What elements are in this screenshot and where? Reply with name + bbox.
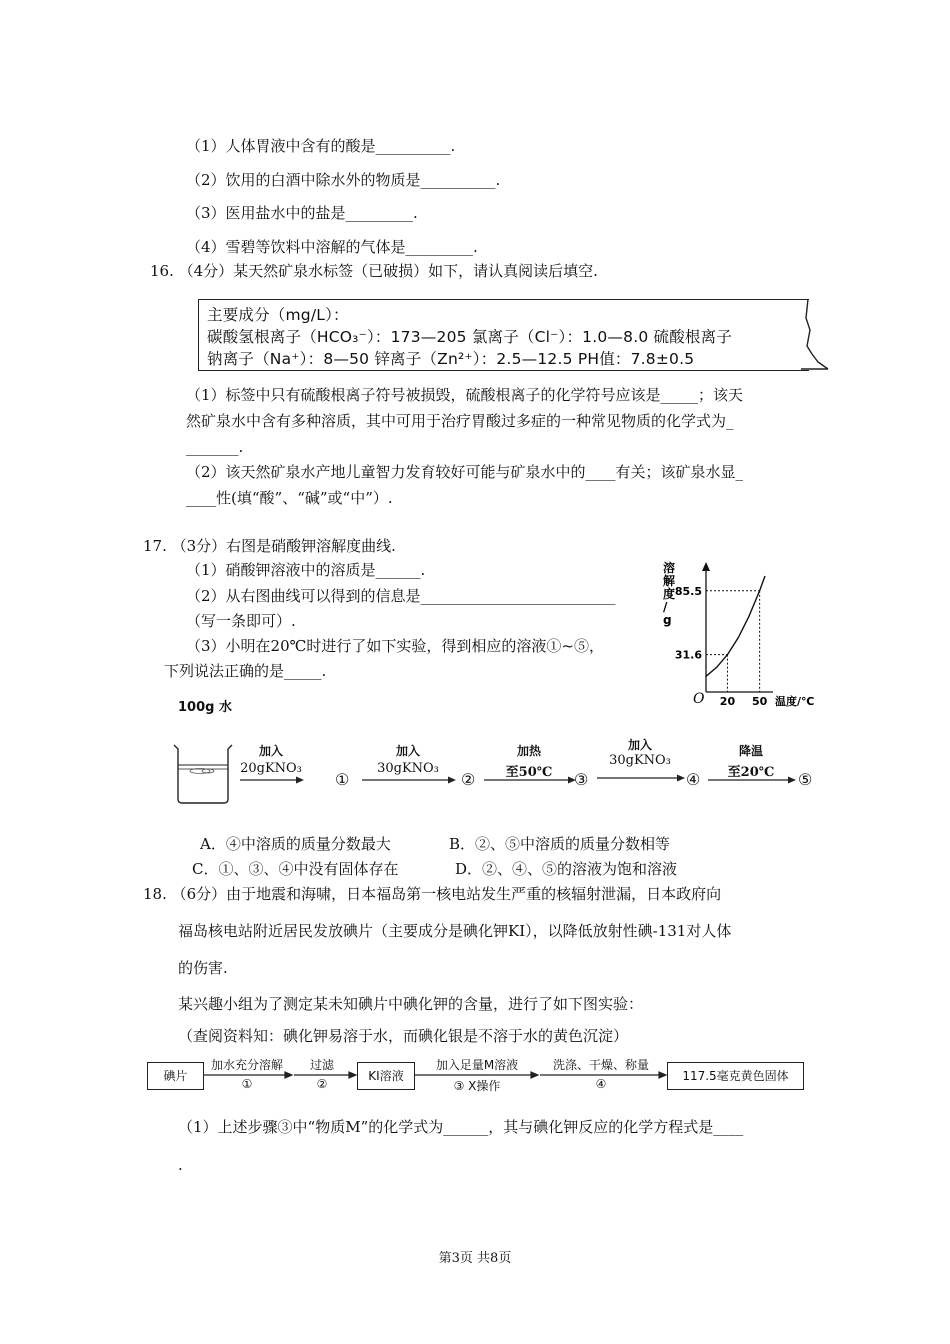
flow-arrows (200, 1068, 670, 1082)
q15-item-3: （3）医用盐水中的盐是_________. (186, 204, 418, 222)
q16-sub2-line2: ____性(填“酸”、“碱”或“中”）. (186, 489, 393, 507)
torn-label-edge (800, 298, 834, 372)
label-line-3: 钠离子（Na⁺）：8—50 锌离子（Zn²⁺）：2.5—12.5 PH值：7.8±0.5 (207, 350, 695, 368)
q17-sub2: （2）从右图曲线可以得到的信息是__________________________ (186, 587, 616, 605)
flow-box-iodine-tablet: 碘片 (147, 1062, 204, 1090)
x-tick-label: 20 (719, 695, 736, 708)
solubility-chart (655, 558, 825, 714)
x-axis-label: 温度/℃ (775, 695, 815, 708)
q18-line-2: 福岛核电站附近居民发放碘片（主要成分是碘化钾KI），以降低放射性碘-131对人体 (178, 922, 732, 940)
step-4-arrow (597, 773, 687, 783)
q18-line-1: 18. （6分）由于地震和海啸，日本福岛第一核电站发生严重的核辐射泄漏，日本政府向 (143, 885, 722, 903)
q17-option-b: B．②、⑤中溶质的质量分数相等 (449, 835, 671, 853)
q18-line-3: 的伤害. (178, 959, 228, 977)
step-1-top-label: 加入 (258, 744, 283, 758)
q15-item-4: （4）雪碧等饮料中溶解的气体是_________. (186, 238, 478, 256)
origin-label: O (693, 691, 705, 707)
q17-title: 17. （3分）右图是硝酸钾溶解度曲线. (143, 537, 396, 555)
q16-title: 16. （4分）某天然矿泉水标签（已破损）如下，请认真阅读后填空. (150, 262, 598, 280)
flow-arrow3-top: 加入足量M溶液 (435, 1058, 519, 1072)
step-1-arrow (240, 775, 306, 785)
step-2-bottom-label: 30gKNO₃ (377, 761, 439, 776)
q15-item-2: （2）饮用的白酒中除水外的物质是__________. (186, 171, 501, 189)
q16-sub1-line2: 然矿泉水中含有多种溶质，其中可用于治疗胃酸过多症的一种常见物质的化学式为_ (186, 412, 734, 430)
flow-arrow1-bottom: ① (241, 1077, 253, 1091)
solution-5-label: ⑤ (798, 770, 813, 789)
beaker-icon (172, 741, 234, 805)
flow-box-ki-solution: KI溶液 (357, 1062, 415, 1090)
q18-line-5: （查阅资料知：碘化钾易溶于水，而碘化银是不溶于水的黄色沉淀） (178, 1027, 629, 1045)
flow-arrow1-top: 加水充分溶解 (210, 1058, 283, 1072)
step-4-top-label: 加入 (627, 738, 652, 752)
q17-option-c: C．①、③、④中没有固体存在 (192, 860, 399, 878)
flow-arrow4-bottom: ④ (595, 1077, 607, 1091)
flow-arrow2-bottom: ② (316, 1077, 328, 1091)
step-3-arrow (484, 775, 578, 785)
solution-4-label: ④ (686, 770, 701, 789)
page-footer: 第3页 共8页 (438, 1251, 512, 1266)
label-line-1: 主要成分（mg/L）： (207, 306, 349, 324)
q18-sub1: （1）上述步骤③中“物质M”的化学式为______，其与碘化钾反应的化学方程式是____ (178, 1118, 744, 1136)
q16-sub1-line3: _______. (186, 438, 244, 456)
solution-3-label: ③ (574, 770, 589, 789)
q16-sub2-line1: （2）该天然矿泉水产地儿童智力发育较好可能与矿泉水中的____有关；该矿泉水显_ (186, 463, 744, 481)
q17-sub2b: （写一条即可）. (186, 612, 296, 630)
y-axis-label (663, 560, 675, 627)
q17-sub3b: 下列说法正确的是_____. (164, 662, 327, 680)
q17-sub3: （3）小明在20℃时进行了如下实验，得到相应的溶液①~⑤， (186, 637, 604, 655)
step-2-top-label: 加入 (395, 744, 420, 758)
flow-arrow3-bottom: ③ X操作 (453, 1079, 501, 1093)
step-5-top-label: 降温 (738, 744, 763, 758)
q17-sub1: （1）硝酸钾溶液中的溶质是______. (186, 561, 426, 579)
q16-sub1-line1: （1）标签中只有硫酸根离子符号被损毁，硫酸根离子的化学符号应该是_____；该天 (186, 386, 744, 404)
flow-box-yellow-solid: 117.5毫克黄色固体 (667, 1062, 804, 1090)
flow-arrow4-top: 洗涤、干燥、称量 (552, 1058, 649, 1072)
y-tick-label: 31.6 (674, 648, 702, 662)
q15-item-1: （1）人体胃液中含有的酸是__________. (186, 137, 456, 155)
solution-1-label: ① (335, 770, 350, 789)
q18-line-4: 某兴趣小组为了测定某未知碘片中碘化钾的含量，进行了如下图实验： (178, 995, 644, 1013)
solution-2-label: ② (461, 770, 476, 789)
step-5-arrow (708, 775, 798, 785)
label-line-2: 碳酸氢根离子（HCO₃⁻）：173—205 氯离子（Cl⁻）：1.0—8.0 硫酸根离子 (207, 328, 733, 346)
x-tick-label: 50 (751, 695, 768, 708)
step-5-bottom-label: 至20℃ (727, 765, 775, 780)
flow-arrow2-top: 过滤 (309, 1058, 334, 1072)
q18-sub1b: . (178, 1156, 183, 1174)
step-3-top-label: 加热 (516, 744, 541, 758)
y-tick-label: 85.5 (674, 584, 702, 598)
water-label: 100g 水 (178, 700, 232, 715)
mineral-water-label (198, 299, 809, 371)
step-1-bottom-label: 20gKNO₃ (240, 761, 302, 776)
step-3-bottom-label: 至50℃ (505, 765, 553, 780)
step-4-bottom-label: 30gKNO₃ (609, 753, 671, 768)
svg-text:溶解度/g: 溶解度/ g (663, 561, 676, 627)
q17-option-a: A．④中溶质的质量分数最大 (200, 835, 391, 853)
step-2-arrow (362, 775, 458, 785)
q17-option-d: D．②、④、⑤的溶液为饱和溶液 (455, 860, 678, 878)
y-axis-arrow (702, 562, 710, 571)
